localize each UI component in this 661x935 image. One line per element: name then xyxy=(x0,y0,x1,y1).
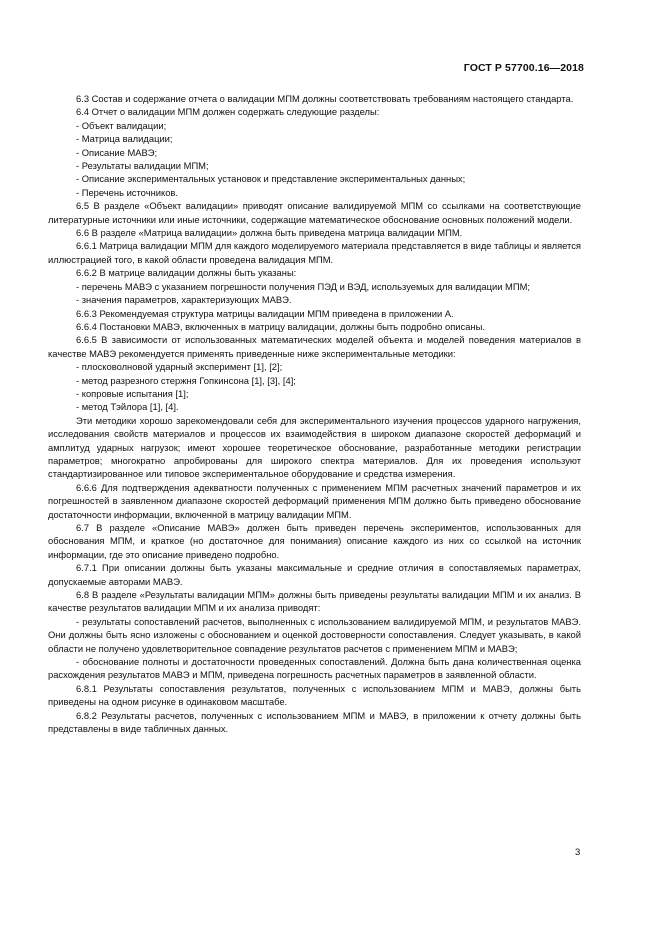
list-item: - Результаты валидации МПМ; xyxy=(48,159,581,172)
list-item: - Описание экспериментальных установок и представление экспериментальных данных; xyxy=(48,172,581,185)
paragraph: 6.4 Отчет о валидации МПМ должен содержать следующие разделы: xyxy=(76,106,380,118)
list-item: - метод разрезного стержня Гопкинсона [1], [3], [4]; xyxy=(48,374,581,387)
document-header: ГОСТ Р 57700.16—2018 xyxy=(463,62,584,74)
list-item: - плосковолновой ударный эксперимент [1], [2]; xyxy=(48,360,581,373)
list-item: - метод Тэйлора [1], [4]. xyxy=(48,400,581,413)
paragraph: 6.7 В разделе «Описание МАВЭ» должен быть приведен перечень экспериментов, использованных для обоснования МПМ, и краткое (но достаточное для понимания) описание каждого из них со ссылкой на источник информации, где это описание приведено подробно. xyxy=(48,522,581,560)
paragraph: 6.6 В разделе «Матрица валидации» должна быть приведена матрица валидации МПМ. xyxy=(76,227,463,239)
list-item: - Матрица валидации; xyxy=(48,132,581,145)
paragraph: 6.8.1 Результаты сопоставления результатов, полученных с использованием МПМ и МАВЭ, должны быть приведены на одном рисунке в одинаковом масштабе. xyxy=(48,682,581,708)
paragraph: 6.6.3 Рекомендуемая структура матрицы валидации МПМ приведена в приложении А. xyxy=(76,307,454,319)
list-item: - копровые испытания [1]; xyxy=(48,387,581,400)
list-item: - Объект валидации; xyxy=(48,119,581,132)
paragraph: 6.6.2 В матрице валидации должны быть указаны: xyxy=(76,267,297,279)
list-item: - результаты сопоставлений расчетов, выполненных с использованием валидируемой МПМ, и результатов МАВЭ. Они должны быть ясно изложены с обоснованием и оценкой достоверности сопоставления. Следует указывать, в какой области не получено удовлетворительное совпадение результатов расчетов с применением МПМ и МАВЭ; xyxy=(48,615,581,655)
paragraph: 6.8.2 Результаты расчетов, полученных с использованием МПМ и МАВЭ, в приложении к отчету должны быть представлены в виде табличных данных. xyxy=(48,709,581,735)
paragraph: 6.5 В разделе «Объект валидации» приводят описание валидируемой МПМ со ссылками на соответствующие литературные источники или иные источники, содержащие математическое обоснование основных положений модели. xyxy=(48,200,581,225)
list-item: - Описание МАВЭ; xyxy=(48,146,581,159)
paragraph: 6.8 В разделе «Результаты валидации МПМ» должны быть приведены результаты валидации МПМ и их анализ. В качестве результатов валидации МПМ и их анализа приводят: xyxy=(48,589,581,614)
paragraph: 6.6.5 В зависимости от использованных математических моделей объекта и моделей поведения материалов в качестве МАВЭ рекомендуется применять приведенные ниже экспериментальные методики: xyxy=(48,334,581,359)
list-item: - значения параметров, характеризующих МАВЭ. xyxy=(48,293,581,306)
list-item: - перечень МАВЭ с указанием погрешности получения ПЭД и ВЭД, используемых для валидации МПМ; xyxy=(48,280,581,293)
page-number: 3 xyxy=(575,847,581,858)
paragraph: Эти методики хорошо зарекомендовали себя для экспериментального изучения процессов ударного нагружения, исследования свойств материалов и процессов их взаимодействия в широком диапазоне скоростей деформаций и амплитуд ударных нагрузок; имеют хорошее теоретическое обоснование, разработанные методики регистрации параметров; многократно апробированы для широкого спектра материалов. Для их проведения используют стандартизированное или типовое экспериментальное оборудование и средства измерения. xyxy=(48,414,581,480)
paragraph: 6.6.4 Постановки МАВЭ, включенных в матрицу валидации, должны быть подробно описаны. xyxy=(76,320,485,332)
paragraph: 6.6.6 Для подтверждения адекватности полученных с применением МПМ расчетных значений параметров и их погрешностей в заявленном диапазоне скоростей деформаций применения МПМ должно быть приведено обоснование достаточности информации, включенной в матрицу валидации МПМ. xyxy=(48,481,581,520)
paragraph: 6.7.1 При описании должны быть указаны максимальные и средние отличия в сопоставляемых параметрах, допускаемые авторами МАВЭ. xyxy=(48,562,581,587)
paragraph: 6.6.1 Матрица валидации МПМ для каждого моделируемого материала представляется в виде таблицы и является иллюстрацией того, в какой области проведена валидация МПМ. xyxy=(48,240,581,265)
document-body xyxy=(48,92,581,736)
list-item: - обоснование полноты и достаточности проведенных сопоставлений. Должна быть дана количественная оценка расхождения результатов МАВЭ и МПМ, приведена погрешность расчетных параметров в заявленной области. xyxy=(48,655,581,682)
paragraph: 6.3 Состав и содержание отчета о валидации МПМ должны соответствовать требованиям настоящего стандарта. xyxy=(76,93,574,104)
list-item: - Перечень источников. xyxy=(48,186,581,199)
